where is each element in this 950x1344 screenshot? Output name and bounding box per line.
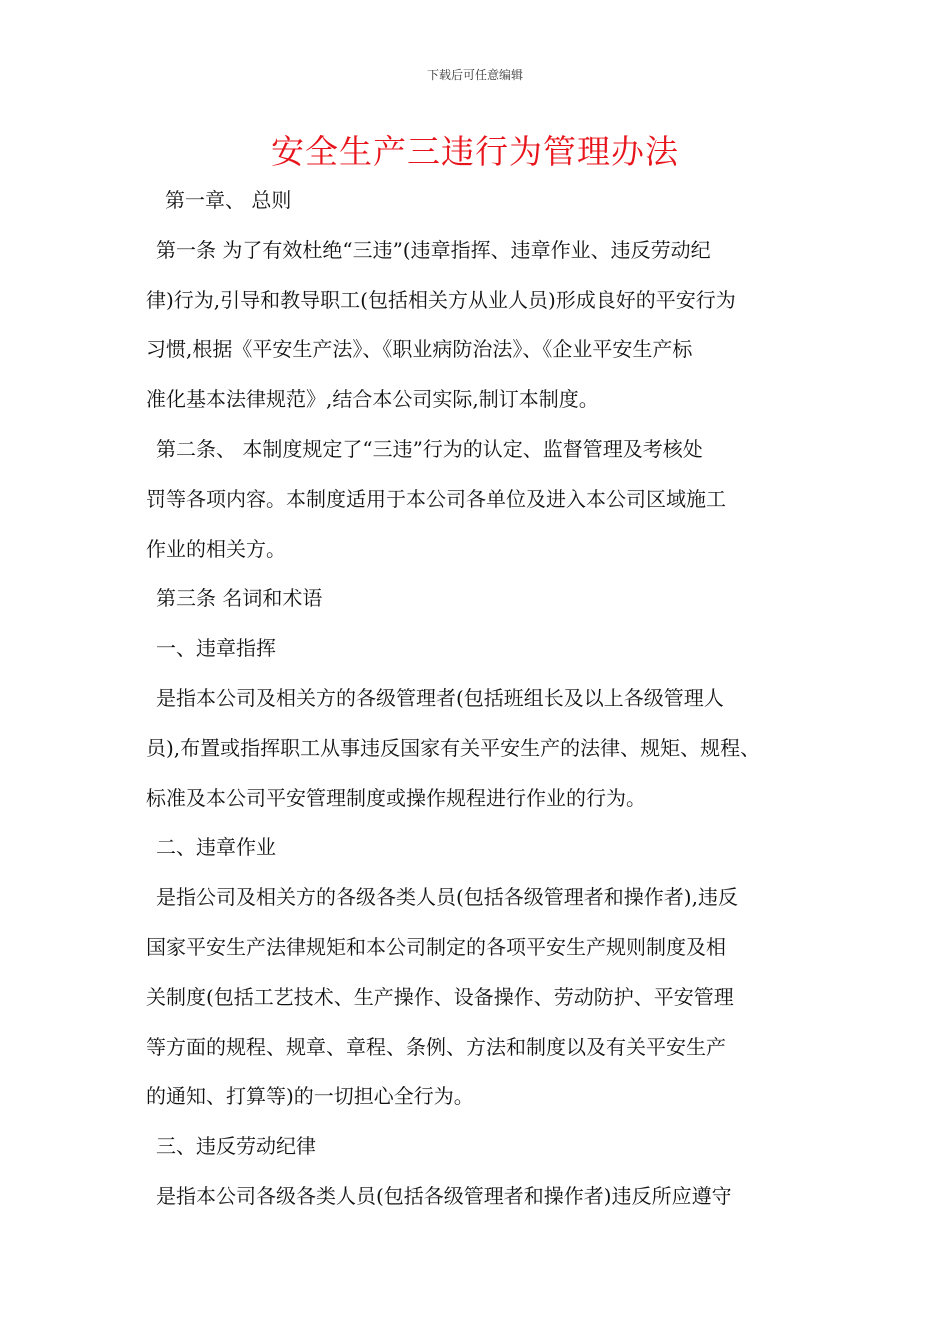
section-2-line-4: 等方面的规程、规章、章程、条例、方法和制度以及有关平安生产 — [146, 1034, 726, 1059]
article-1-line-1: 第一条 为了有效杜绝“三违”(违章指挥、违章作业、违反劳动纪 — [156, 237, 711, 262]
section-1-line-3: 标准及本公司平安管理制度或操作规程进行作业的行为。 — [146, 785, 646, 810]
section-1-heading: 一、违章指挥 — [156, 636, 276, 661]
section-2-line-3: 关制度(包括工艺技术、生产操作、设备操作、劳动防护、平安管理 — [146, 984, 734, 1009]
section-1-line-1: 是指本公司及相关方的各级管理者(包括班组长及以上各级管理人 — [156, 685, 724, 710]
article-2-line-1: 第二条、 本制度规定了“三违”行为的认定、监督管理及考核处 — [156, 436, 703, 461]
section-3-line-1: 是指本公司各级各类人员(包括各级管理者和操作者)违反所应遵守 — [156, 1183, 732, 1208]
article-1-line-2: 律)行为,引导和教导职工(包括相关方从业人员)形成良好的平安行为 — [146, 287, 736, 312]
article-1-line-4: 准化基本法律规范》,结合本公司实际,制订本制度。 — [146, 387, 599, 412]
section-2-line-5: 的通知、打算等)的一切担心全行为。 — [146, 1084, 474, 1109]
article-2-line-2: 罚等各项内容。本制度适用于本公司各单位及进入本公司区域施工 — [146, 486, 726, 511]
article-1-line-3: 习惯,根据《平安生产法》、《职业病防治法》、《企业平安生产标 — [146, 337, 693, 362]
header-note: 下载后可任意编辑 — [426, 68, 523, 82]
section-2-heading: 二、违章作业 — [156, 835, 276, 860]
section-2-line-2: 国家平安生产法律规矩和本公司制定的各项平安生产规则制度及相 — [146, 934, 726, 959]
article-3-heading: 第三条 名词和术语 — [156, 586, 323, 611]
article-2-line-3: 作业的相关方。 — [146, 536, 286, 561]
document-title: 安全生产三违行为管理办法 — [271, 132, 679, 171]
document-body — [146, 176, 826, 1222]
section-3-heading: 三、违反劳动纪律 — [156, 1134, 316, 1159]
chapter-heading: 第一章、 总则 — [165, 188, 292, 212]
section-2-line-1: 是指公司及相关方的各级各类人员(包括各级管理者和操作者),违反 — [156, 885, 738, 910]
section-1-line-2: 员),布置或指挥职工从事违反国家有关平安生产的法律、规矩、规程、 — [146, 735, 761, 760]
